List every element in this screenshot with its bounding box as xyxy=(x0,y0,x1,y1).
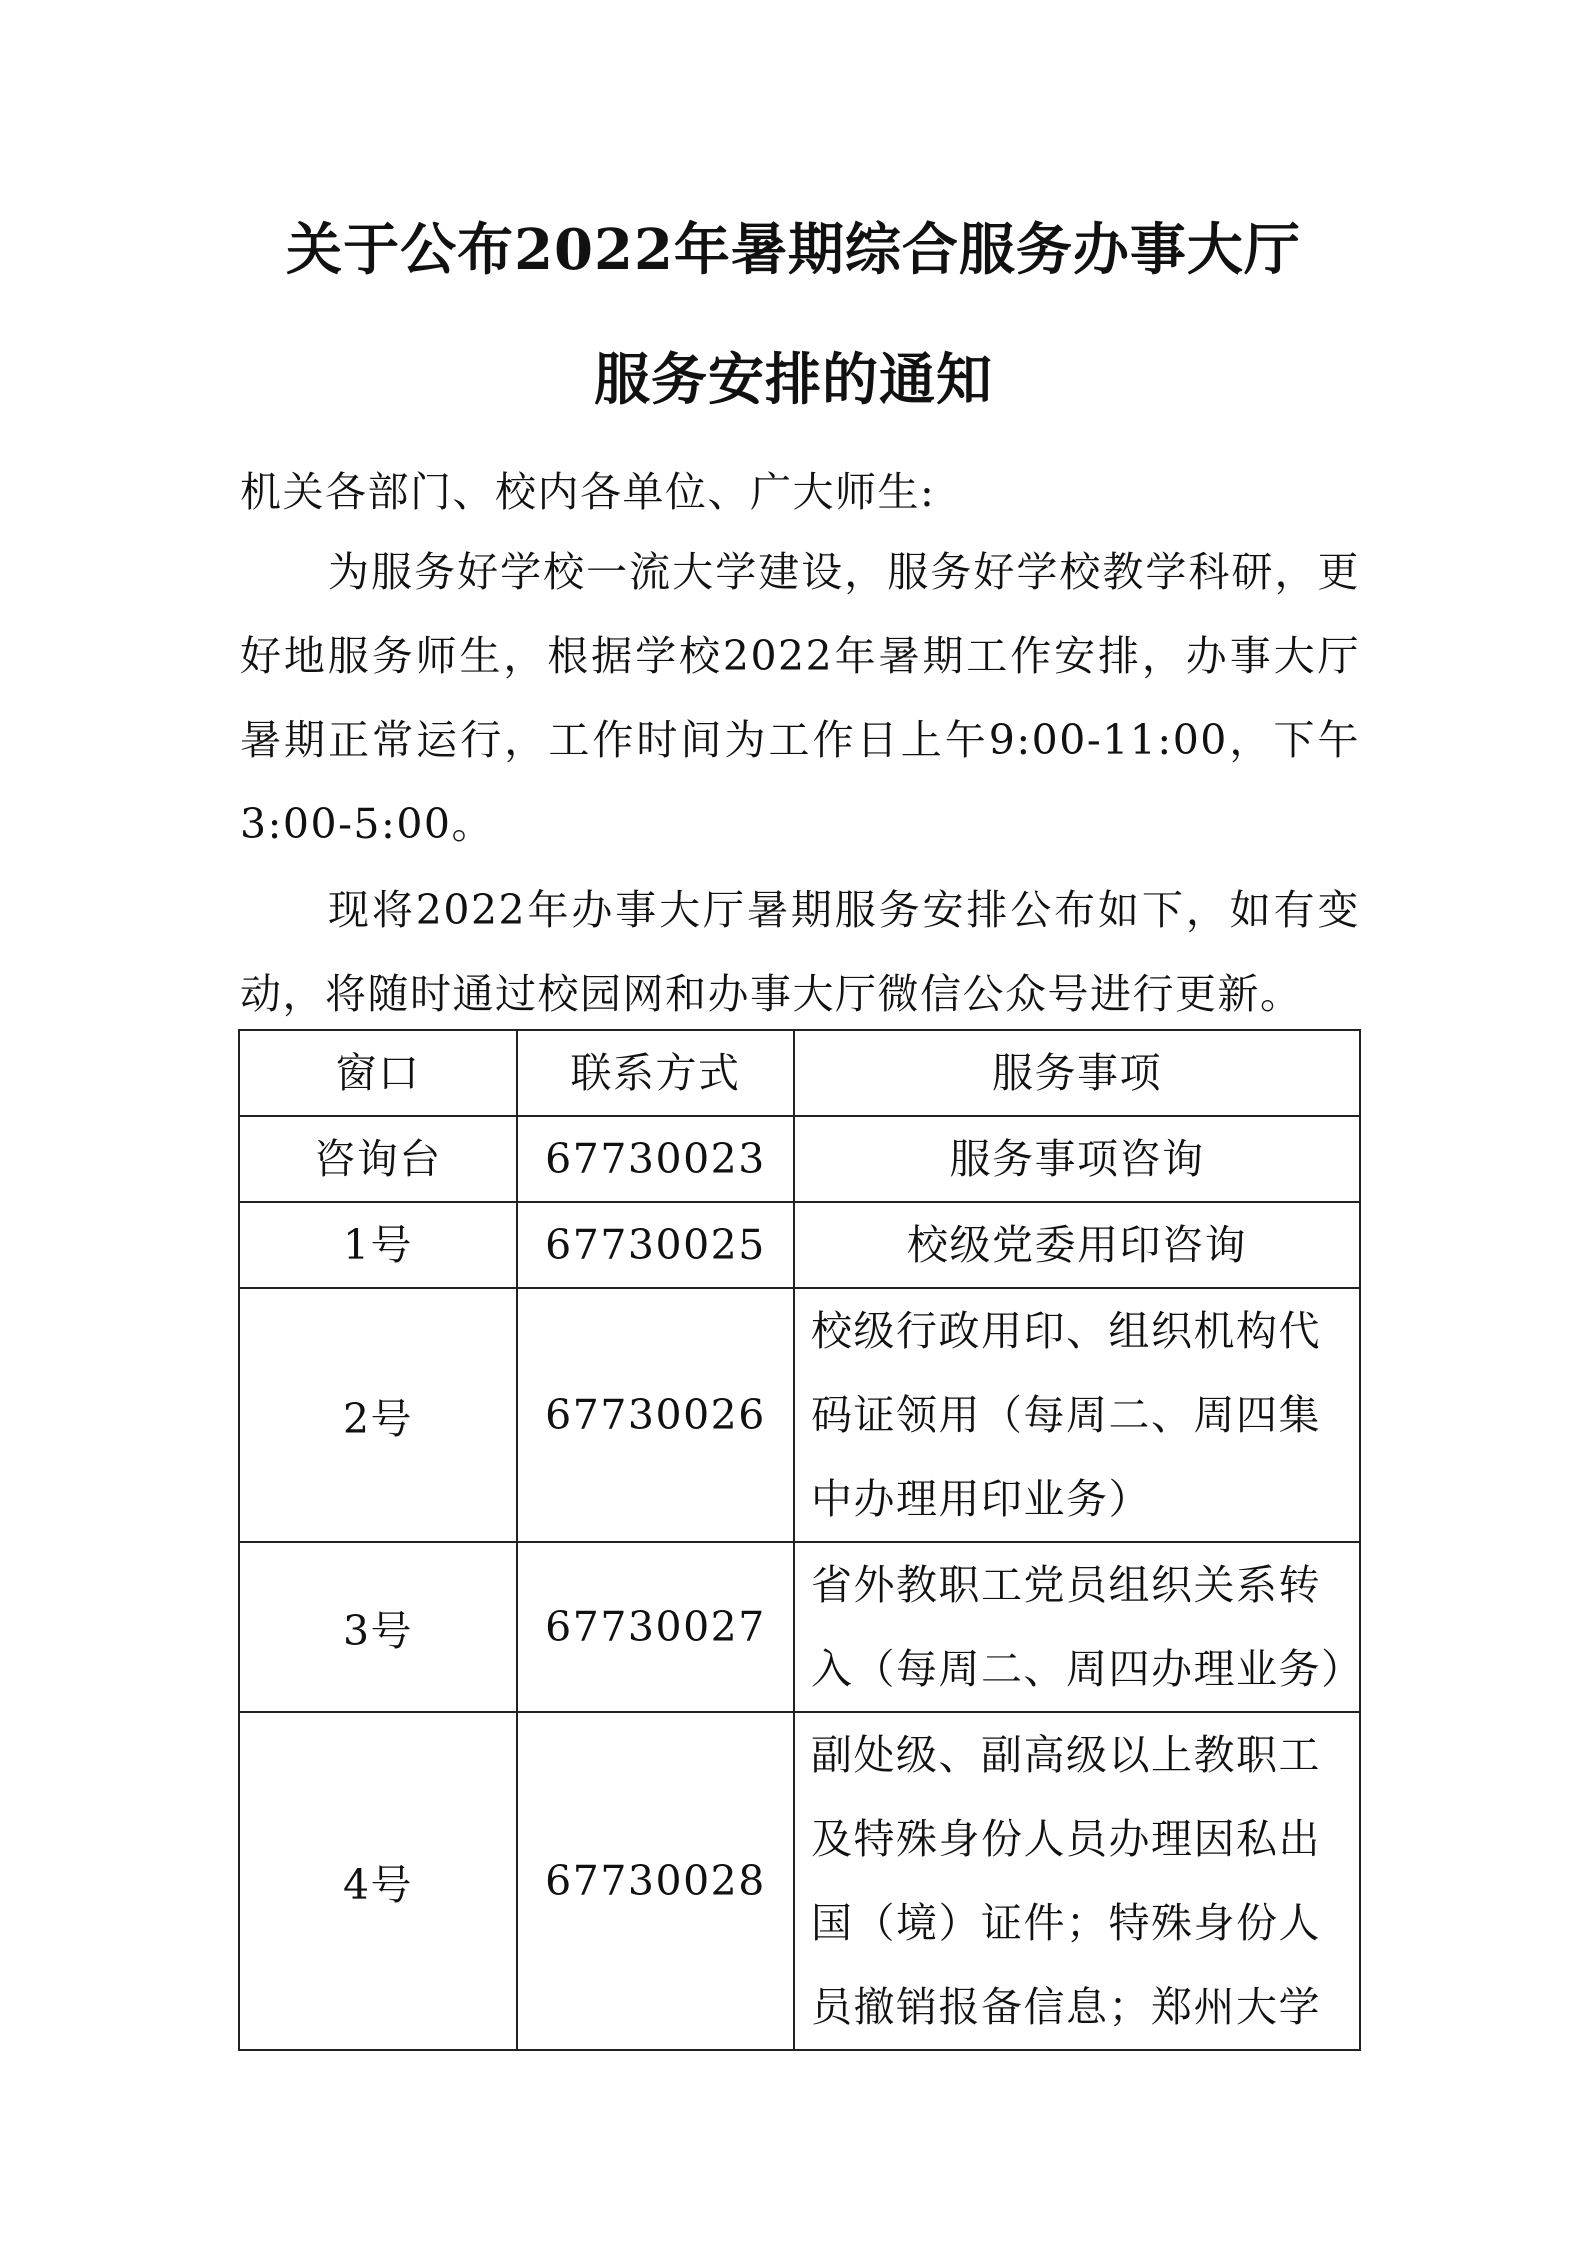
table-row xyxy=(239,1202,1360,1288)
table-row xyxy=(239,1712,1360,2050)
contact-cell: 67730023 xyxy=(517,1116,794,1202)
service-cell: 省外教职工党员组织关系转入（每周二、周四办理业务） xyxy=(794,1542,1360,1712)
table-row xyxy=(239,1542,1360,1712)
service-cell: 副处级、副高级以上教职工及特殊身份人员办理因私出国（境）证件；特殊身份人员撤销报备信息；郑州大学 xyxy=(794,1712,1360,2050)
paragraph-intro: 为服务好学校一流大学建设，服务好学校教学科研，更好地服务师生，根据学校2022年暑期工作安排，办事大厅暑期正常运行，工作时间为工作日上午9:00-11:00，下午3:00-5:00。 xyxy=(240,548,1360,848)
service-schedule-table xyxy=(238,1029,1364,2051)
header-window: 窗口 xyxy=(239,1030,517,1116)
service-cell: 校级行政用印、组织机构代码证领用（每周二、周四集中办理用印业务） xyxy=(794,1288,1360,1542)
service-cell: 服务事项咨询 xyxy=(794,1116,1360,1202)
paragraph-announcement: 现将2022年办事大厅暑期服务安排公布如下，如有变动，将随时通过校园网和办事大厅微信公众号进行更新。 xyxy=(240,886,1360,1018)
contact-cell: 67730025 xyxy=(517,1202,794,1288)
window-cell: 咨询台 xyxy=(239,1116,517,1202)
table-row xyxy=(239,1288,1360,1542)
document-title-line1: 关于公布2022年暑期综合服务办事大厅 xyxy=(286,217,1301,283)
salutation: 机关各部门、校内各单位、广大师生: xyxy=(240,468,936,516)
service-cell: 校级党委用印咨询 xyxy=(794,1202,1360,1288)
header-service: 服务事项 xyxy=(794,1030,1360,1116)
window-cell: 3号 xyxy=(239,1542,517,1712)
document-title-line2: 服务安排的通知 xyxy=(594,347,993,413)
contact-cell: 67730027 xyxy=(517,1542,794,1712)
window-cell: 1号 xyxy=(239,1202,517,1288)
contact-cell: 67730026 xyxy=(517,1288,794,1542)
table-header-row xyxy=(239,1030,1360,1116)
header-contact: 联系方式 xyxy=(517,1030,794,1116)
contact-cell: 67730028 xyxy=(517,1712,794,2050)
window-cell: 2号 xyxy=(239,1288,517,1542)
table-row xyxy=(239,1116,1360,1202)
window-cell: 4号 xyxy=(239,1712,517,2050)
